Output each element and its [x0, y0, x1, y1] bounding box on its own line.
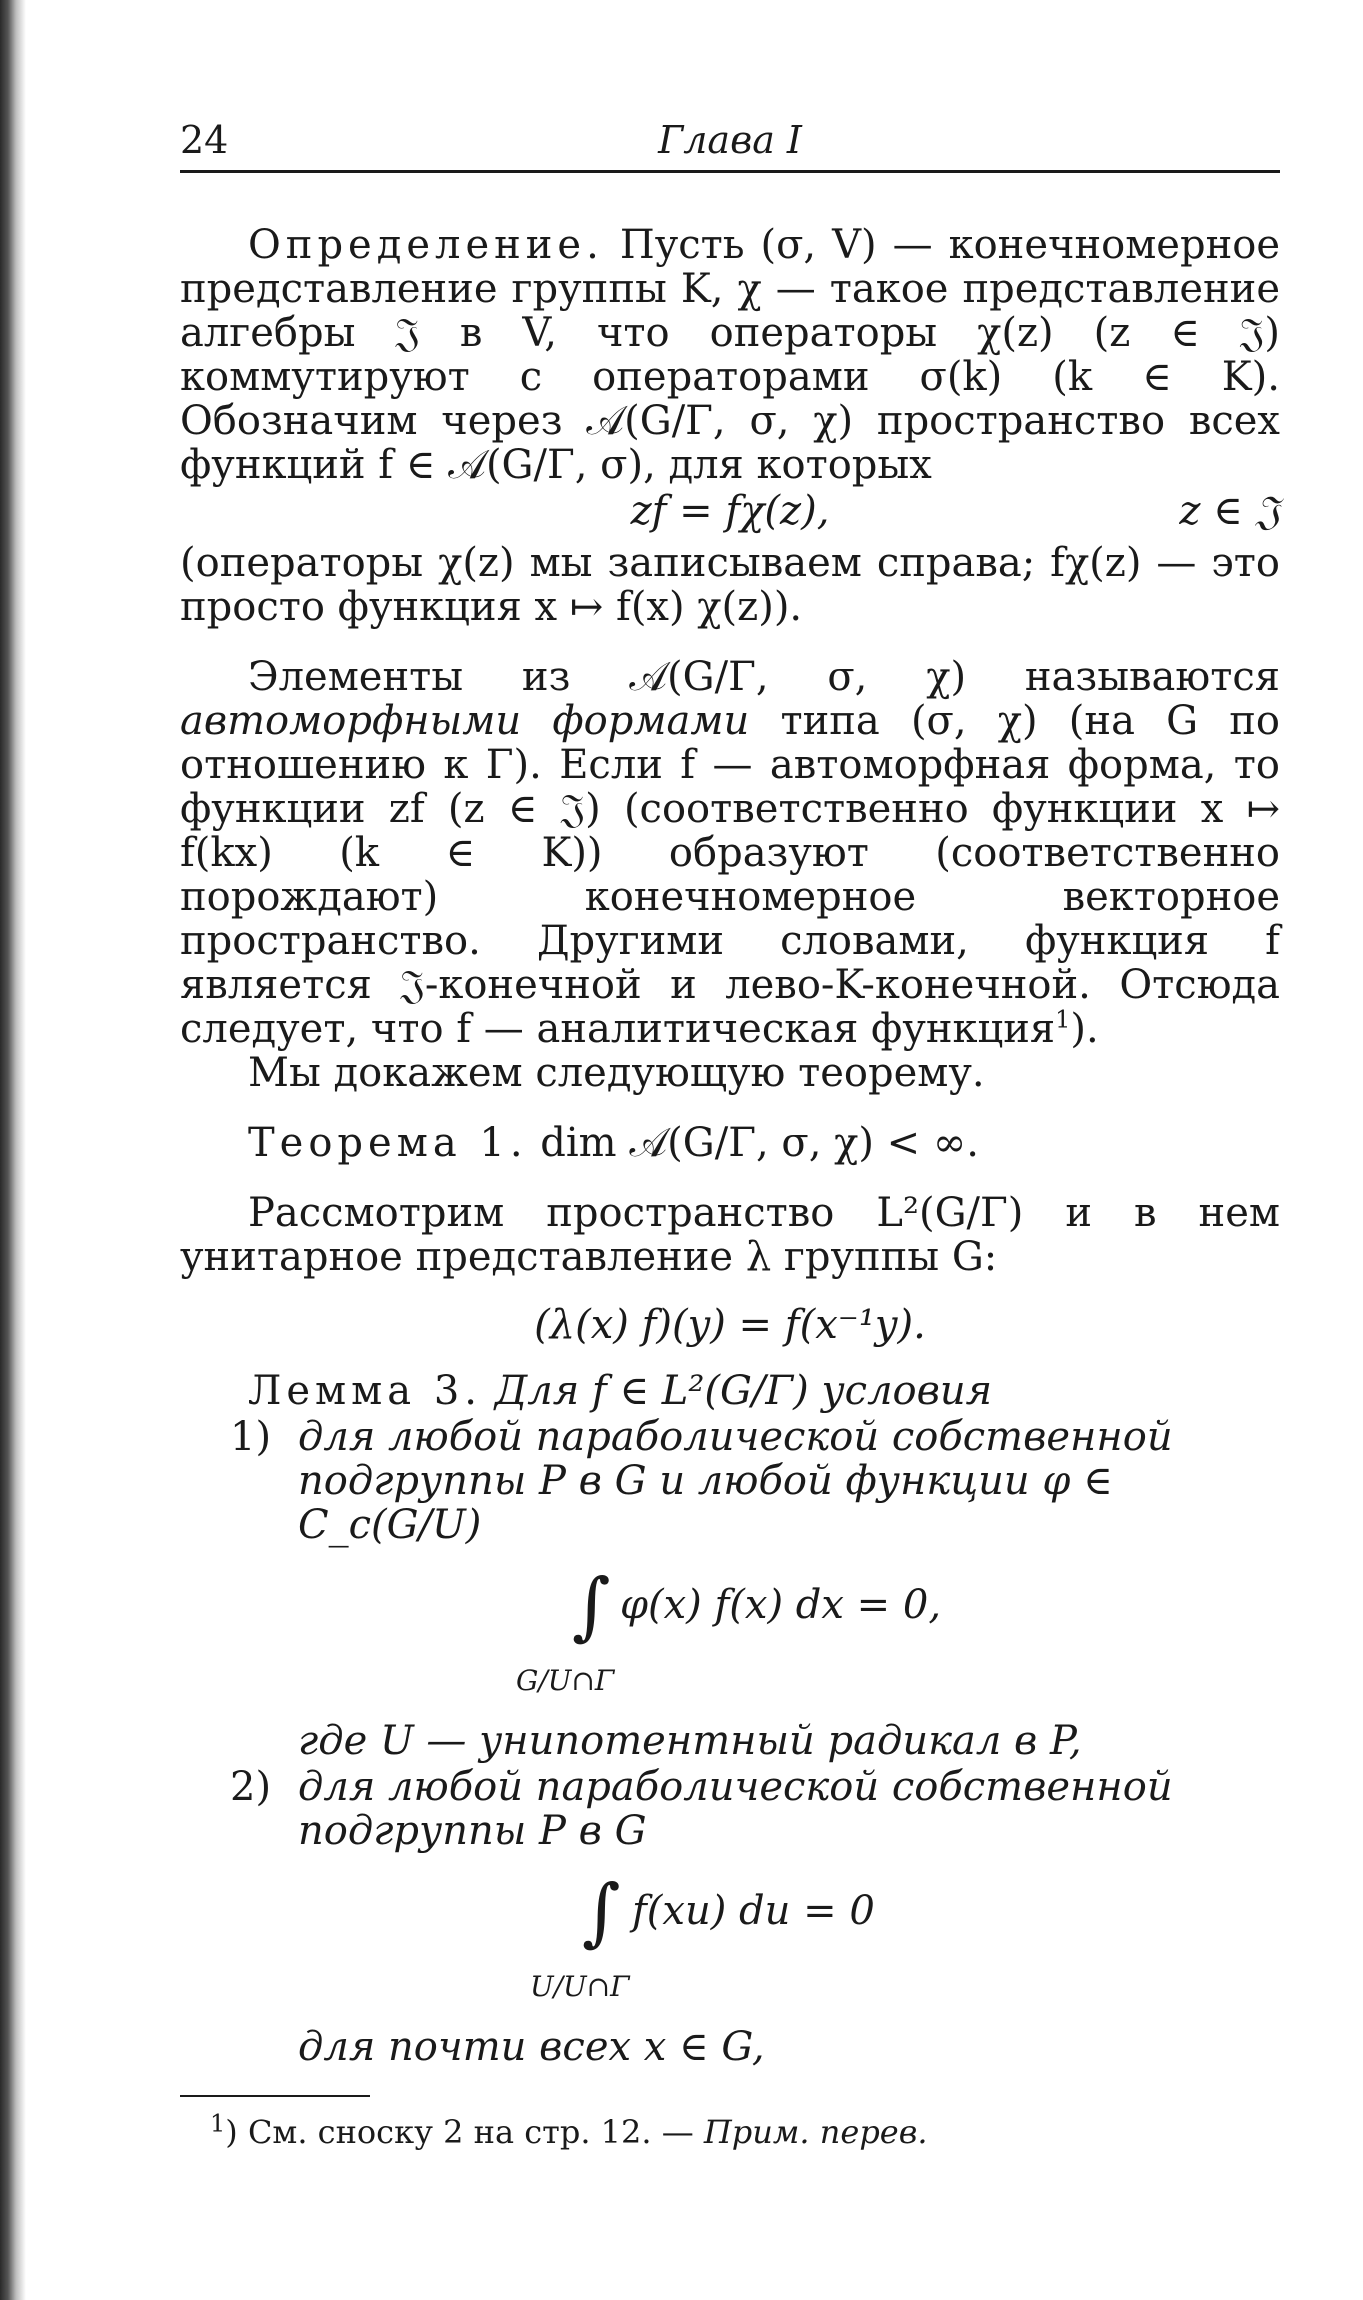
definition-label: Определение.: [248, 222, 604, 268]
elements-rest: типа (σ, χ) (на G по отношению к Γ). Если f — автоморфная форма, то функции zf (z ∈ 𝔍) (соответственно функции x ↦ f(kx) (k ∈ K)) образуют (соответственно порождают) конечномерное векторное пространство. Другими словами, функция f является 𝔍-конечной и лево-K-конечной. Отсюда следует, что f — аналитическая функция: [180, 698, 1280, 1052]
integral-1: [180, 1565, 1280, 1703]
integral-sign-2: ∫: [582, 1869, 621, 1955]
footnote-note: Прим. перев.: [703, 2113, 928, 2151]
running-head: Глава I: [658, 118, 802, 162]
prove-sentence: Мы докажем следующую теорему.: [248, 1050, 985, 1096]
lemma-condition-1: [180, 1415, 1280, 1547]
theorem: [180, 1121, 1280, 1165]
theorem-label: Теорема 1.: [248, 1120, 528, 1166]
condition-1-text: для любой параболической собственной подгруппы P в G и любой функции φ ∈ C_c(G/U): [298, 1414, 1173, 1548]
lemma-heading: [180, 1369, 1280, 1413]
lambda-formula: (λ(x) f)(y) = f(x⁻¹y).: [534, 1302, 926, 1348]
definition-equation: zf = fχ(z),: [630, 488, 830, 534]
elements-start: Элементы из 𝒜(G/Γ, σ, χ) называются: [248, 654, 1280, 700]
elements-end: ).: [1070, 1006, 1099, 1052]
theorem-statement: dim 𝒜(G/Γ, σ, χ) < ∞.: [540, 1120, 979, 1166]
elements-term: автоморфными формами: [180, 698, 750, 744]
integral-2: [180, 1871, 1280, 2009]
condition-2-text: для любой параболической собственной подгруппы P в G: [298, 1764, 1173, 1854]
integral-subscript-1: G/U∩Γ: [516, 1664, 615, 1697]
integral-body-1: φ(x) f(x) dx = 0,: [620, 1582, 942, 1628]
integral-subscript-2: U/U∩Γ: [530, 1970, 630, 2003]
footnote-rule: [180, 2095, 370, 2097]
lemma-condition-2: [180, 1765, 1280, 1853]
consider-paragraph: Рассмотрим пространство L²(G/Γ) и в нем унитарное представление λ группы G:: [180, 1190, 1280, 1280]
lemma-label: Лемма 3.: [248, 1368, 483, 1414]
almost-all-clause: для почти всех x ∈ G,: [298, 2024, 765, 2070]
book-page: [180, 110, 1280, 2151]
definition-equation-condition: z ∈ 𝔍: [1179, 488, 1280, 534]
unipotent-radical-note: где U — унипотентный радикал в P,: [298, 1718, 1082, 1764]
page-number: 24: [180, 118, 229, 162]
footnote-text: ) См. сноску 2 на стр. 12. —: [225, 2113, 704, 2151]
elements-paragraph: [180, 655, 1280, 1051]
definition-equation-line: [180, 487, 1280, 541]
integral-sign-1: ∫: [572, 1563, 611, 1649]
footnote-mark: 1: [210, 2109, 226, 2138]
integral-body-2: f(xu) du = 0: [632, 1888, 875, 1934]
definition-paragraph: [180, 223, 1280, 487]
definition-after: (операторы χ(z) мы записываем справа; fχ(z) — это просто функция x ↦ f(x) χ(z)).: [180, 540, 1280, 630]
footnote: [180, 2109, 1280, 2151]
condition-2-number: 2): [230, 1764, 272, 1810]
scan-shadow-edge: [0, 0, 26, 2300]
definition-text: Пусть (σ, V) — конечномерное представление группы K, χ — такое представление алгебры 𝔍 в V, что операторы χ(z) (z ∈ 𝔍) коммутируют с операторами σ(k) (k ∈ K). Обозначим через 𝒜(G/Γ, σ, χ) пространство всех функций f ∈ 𝒜(G/Γ, σ), для которых: [180, 222, 1280, 488]
lemma-intro: Для f ∈ L²(G/Γ) условия: [494, 1368, 993, 1414]
footnote-ref: 1: [1055, 1005, 1071, 1034]
page-header: [180, 110, 1280, 173]
condition-1-number: 1): [230, 1414, 272, 1460]
